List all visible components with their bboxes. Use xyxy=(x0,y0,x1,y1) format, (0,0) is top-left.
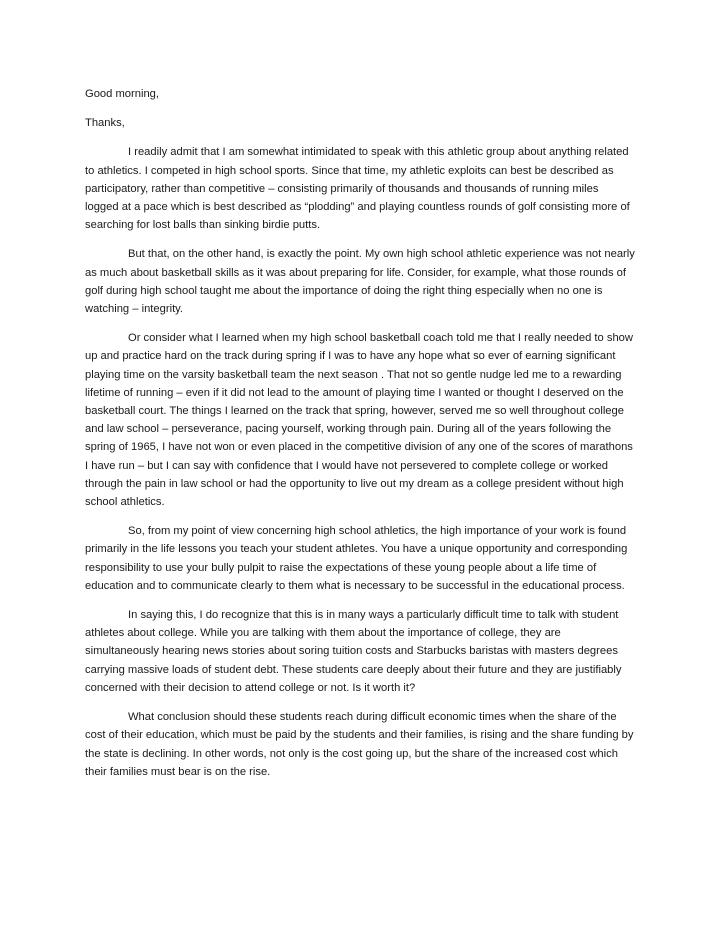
paragraph-intimidated: I readily admit that I am somewhat intimidated to speak with this athletic group about anything related to athletics. I competed in high school sports. Since that time, my athletic exploits can best be described as participatory, rather than competitive – consisting primarily of thousands and thousands of running miles logged at a pace which is best described as “plodding” and playing countless rounds of golf consisting more of searching for lost balls than sinking birdie putts. xyxy=(85,146,630,232)
paragraph-conclusion: What conclusion should these students reach during difficult economic times when the share of the cost of their education, which must be paid by the students and their families, is rising and the share funding by the state is declining. In other words, not only is the cost going up, but the share of the increased cost which their families must bear is on the rise. xyxy=(85,711,634,778)
paragraph-basketball-coach: Or consider what I learned when my high school basketball coach told me that I really needed to show up and practice hard on the track during spring if I was to have any hope what so ever of earning significant playing time on the varsity basketball team the next season . That not so gentle nudge led me to a rewarding lifetime of running – even if it did not lead to the amount of playing time I wanted or thought I deserved on the basketball court. The things I learned on the track that spring, however, served me so well throughout college and law school – perseverance, pacing yourself, working through pain. During all of the years following the spring of 1965, I have not won or even placed in the competitive division of any one of the scores of marathons I have run – but I can say with confidence that I would have not persevered to complete college or worked through the pain in law school or had the opportunity to live out my dream as a college president without high school athletics. xyxy=(85,332,633,509)
document-body xyxy=(85,85,635,792)
paragraph-life-lessons: So, from my point of view concerning high school athletics, the high importance of your work is found primarily in the life lessons you teach your student athletes. You have a unique opportunity and corresponding responsibility to use your bully pulpit to raise the expectations of these young people about a life time of education and to communicate clearly to them what is necessary to be successful in the educational process. xyxy=(85,525,628,592)
paragraph-the-point: But that, on the other hand, is exactly the point. My own high school athletic experience was not nearly as much about basketball skills as it was about preparing for life. Consider, for example, what those rounds of golf during high school taught me about the importance of doing the right thing especially when no one is watching – integrity. xyxy=(85,248,635,316)
thanks-line: Thanks, xyxy=(85,117,125,130)
paragraph-difficult-time: In saying this, I do recognize that this is in many ways a particularly difficult time to talk with student athletes about college. While you are talking with them about the importance of college, they are simultaneously hearing news stories about soring tuition costs and Starbucks baristas with masters degrees carrying massive loads of student debt. These students care deeply about their future and they are justifiably concerned with their decision to attend college or not. Is it worth it? xyxy=(85,609,622,694)
greeting: Good morning, xyxy=(85,88,160,100)
